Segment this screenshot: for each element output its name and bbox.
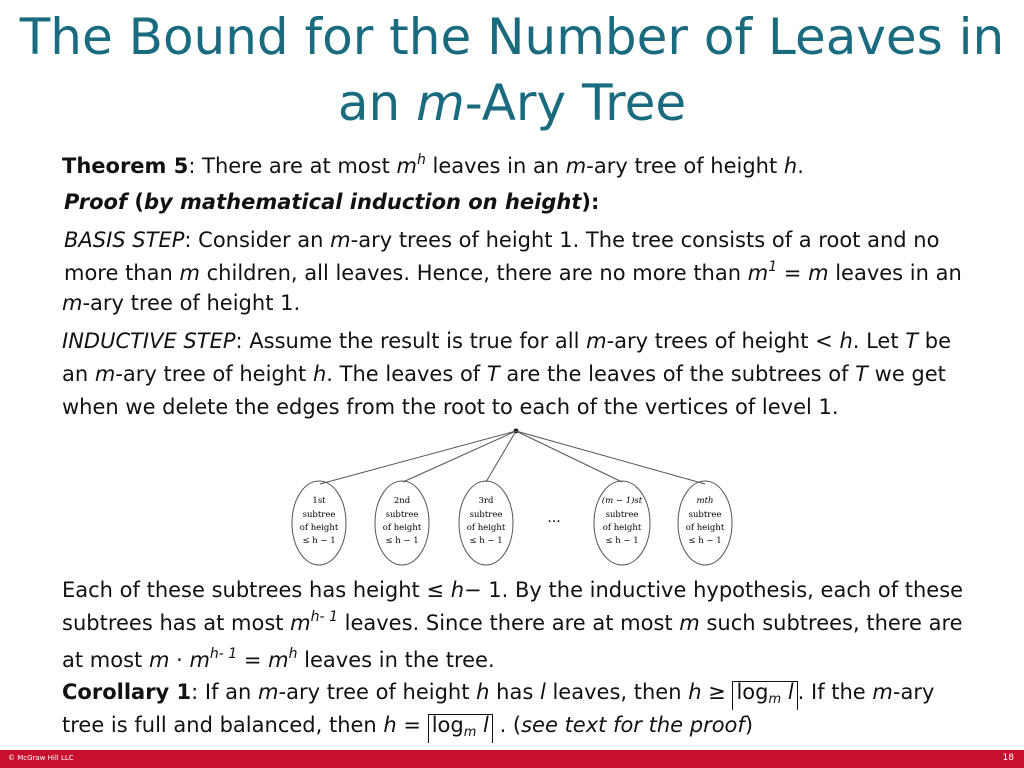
- math-base: m: [768, 692, 782, 707]
- math-m: m: [290, 611, 311, 635]
- var: m: [179, 261, 200, 285]
- hypothesis-line-1: [62, 578, 963, 602]
- math-m: m: [268, 648, 289, 672]
- text: . The leaves of: [326, 362, 487, 386]
- text: an: [62, 362, 95, 386]
- subtree-3: [459, 481, 513, 565]
- text: at most: [62, 648, 149, 672]
- subtree-label: mth: [696, 496, 714, 506]
- var: l: [539, 680, 546, 704]
- text: subtrees has at most: [62, 611, 291, 635]
- ceiling-expr: [428, 714, 493, 743]
- math-ge: ≥: [701, 680, 733, 704]
- math-product: [149, 648, 298, 672]
- subtree-label: ≤ h − 1: [688, 536, 722, 546]
- text: Each of these subtrees has height ≤: [62, 578, 451, 602]
- text: -ary tree of height: [115, 362, 313, 386]
- subtree-1: [292, 481, 346, 565]
- text: -ary tree of height: [586, 154, 784, 178]
- var: m: [330, 228, 351, 252]
- inductive-line-1: [62, 329, 951, 353]
- var: m: [679, 611, 700, 635]
- text: -ary trees of height <: [606, 329, 840, 353]
- text: -ary trees of height 1. The tree consists of a root and no: [350, 228, 940, 252]
- var: m: [872, 680, 893, 704]
- corollary-label: Corollary 1: [62, 680, 192, 704]
- text: leaves, then: [545, 680, 689, 704]
- text: leaves in an: [425, 154, 566, 178]
- math-m: m: [808, 261, 829, 285]
- subtree-2: [375, 481, 429, 565]
- basis-line-2: [64, 259, 962, 285]
- corollary-line-2: [62, 713, 753, 743]
- basis-line-3: [62, 291, 300, 315]
- math-exp: h- 1: [310, 609, 338, 625]
- text: children, all leaves. Hence, there are no more than: [199, 261, 748, 285]
- edge: [320, 431, 516, 484]
- ceiling-expr: [732, 681, 797, 710]
- subtree-label: subtree: [688, 510, 722, 520]
- math-equality: [383, 713, 492, 740]
- text: ): [744, 713, 754, 737]
- var: m: [94, 362, 116, 386]
- subtree-label: ≤ h − 1: [385, 536, 419, 546]
- subtree-label: ≤ h − 1: [469, 536, 503, 546]
- math-h: h: [383, 713, 397, 737]
- math-log: log: [736, 680, 769, 704]
- text: . (: [492, 713, 522, 737]
- see-text: see text for the proof: [521, 713, 745, 737]
- inductive-line-2: [62, 362, 946, 386]
- subtree-label: ≤ h − 1: [605, 536, 639, 546]
- subtree-label: of height: [299, 523, 339, 533]
- title-text: -Ary Tree: [464, 74, 687, 132]
- text: be: [918, 329, 952, 353]
- var: T: [855, 362, 868, 386]
- title-line-1: The Bound for the Number of Leaves in: [19, 8, 1005, 66]
- proof-heading: [64, 190, 599, 214]
- text: tree is full and balanced, then: [62, 713, 384, 737]
- var: h: [839, 329, 853, 353]
- subtree-label: ≤ h − 1: [302, 536, 336, 546]
- math-eq: =: [237, 648, 269, 672]
- basis-label: BASIS STEP: [64, 228, 185, 252]
- subtree-label: subtree: [302, 510, 336, 520]
- math-inequality: [688, 680, 797, 707]
- math-base: m: [463, 725, 477, 740]
- inductive-line-3: when we delete the edges from the root to each of the vertices of level 1.: [62, 395, 839, 419]
- math-l: l: [781, 680, 794, 704]
- var: m: [586, 329, 607, 353]
- hypothesis-line-3: [62, 646, 495, 672]
- math-m: m: [396, 154, 417, 178]
- title-var-m: m: [416, 74, 465, 132]
- math-m: m: [747, 261, 769, 285]
- subtree-label: of height: [466, 523, 506, 533]
- subtree-label: 2nd: [393, 496, 411, 506]
- var: T: [905, 329, 919, 353]
- text: has: [489, 680, 540, 704]
- var: m: [62, 291, 83, 315]
- subtree-label: 3rd: [478, 496, 494, 506]
- math-exp: h- 1: [209, 646, 238, 662]
- subtree-m: [678, 481, 732, 565]
- text: more than: [64, 261, 180, 285]
- text: -ary tree of height 1.: [82, 291, 301, 315]
- math-dot: ·: [169, 648, 190, 672]
- math-log: log: [431, 713, 464, 737]
- var: T: [486, 362, 500, 386]
- corollary-line-1: [62, 680, 934, 710]
- footer-bar: [0, 750, 1024, 768]
- text: (: [127, 190, 145, 214]
- math-eq: =: [396, 713, 428, 737]
- ellipsis: ...: [547, 510, 561, 526]
- var: h: [476, 680, 490, 704]
- theorem-line: [62, 152, 804, 178]
- inductive-label: INDUCTIVE STEP: [62, 329, 236, 353]
- math-h: h: [688, 680, 702, 704]
- math-eq: =: [777, 261, 809, 285]
- math-exp: h: [288, 646, 298, 662]
- text: -ary: [892, 680, 935, 704]
- edge: [486, 431, 516, 482]
- math-m: m: [148, 648, 170, 672]
- copyright: © McGraw Hill LLC: [8, 754, 74, 762]
- var: h: [312, 362, 327, 386]
- hypothesis-line-2: [62, 609, 963, 635]
- text: . If the: [797, 680, 873, 704]
- proof-method: by mathematical induction on height: [144, 190, 582, 214]
- var: m: [258, 680, 279, 704]
- theorem-label: Theorem 5: [62, 154, 189, 178]
- math-m1: [748, 261, 829, 285]
- page-number: 18: [1002, 753, 1014, 763]
- var: h: [450, 578, 465, 602]
- subtree-label: subtree: [385, 510, 419, 520]
- subtree-label: of height: [685, 523, 725, 533]
- text: leaves. Since there are at most: [337, 611, 680, 635]
- math-l: l: [476, 713, 489, 737]
- basis-line-1: [64, 228, 939, 252]
- proof-label: Proof: [64, 190, 128, 214]
- subtree-label: subtree: [605, 510, 639, 520]
- text: are the leaves of the subtrees of: [499, 362, 856, 386]
- math-mh: [397, 154, 426, 178]
- text: − 1. By the inductive hypothesis, each of these: [464, 578, 964, 602]
- subtree-m-1: [594, 481, 650, 565]
- math-exp: 1: [768, 259, 778, 275]
- var: m: [565, 154, 587, 178]
- math-mh-1: [290, 611, 338, 635]
- subtree-label: 1st: [312, 496, 326, 506]
- subtree-label: of height: [602, 523, 642, 533]
- math-m: m: [189, 648, 210, 672]
- text: . Let: [852, 329, 906, 353]
- text: : If an: [191, 680, 259, 704]
- text: such subtrees, there are: [699, 611, 963, 635]
- text: : There are at most: [188, 154, 397, 178]
- text: leaves in the tree.: [297, 648, 495, 672]
- text: : Consider an: [184, 228, 331, 252]
- subtree-label: subtree: [469, 510, 503, 520]
- text: -ary tree of height: [278, 680, 477, 704]
- math-exp: h: [416, 152, 426, 168]
- title-text: an: [337, 74, 417, 132]
- slide-title: [0, 4, 1024, 136]
- subtree-label: (m − 1)st: [601, 496, 643, 506]
- subtree-label: of height: [382, 523, 422, 533]
- title-line-2: [0, 70, 1024, 136]
- subtree-diagram: [282, 426, 742, 568]
- text: .: [797, 154, 804, 178]
- var: h: [783, 154, 798, 178]
- text: : Assume the result is true for all: [235, 329, 587, 353]
- text: ):: [581, 190, 600, 214]
- text: we get: [867, 362, 946, 386]
- text: leaves in an: [828, 261, 962, 285]
